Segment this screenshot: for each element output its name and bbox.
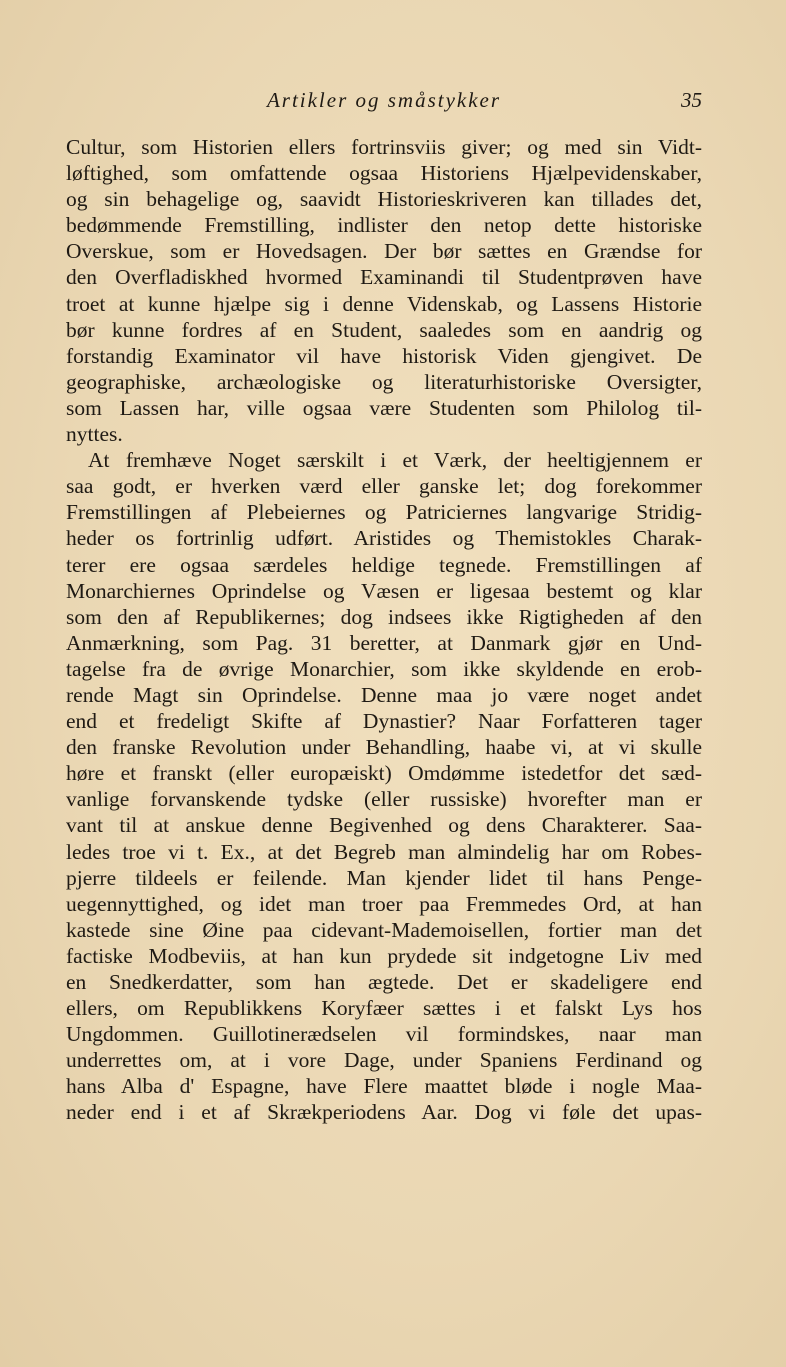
- text-line: saa godt, er hverken værd eller ganske let; dog forekommer: [66, 474, 702, 499]
- text-line: Ungdommen. Guillotinerædselen vil formindskes, naar man: [66, 1022, 702, 1047]
- text-line: terer ere ogsaa særdeles heldige tegnede. Fremstillingen af: [66, 552, 702, 577]
- text-line: som den af Republikernes; dog indsees ikke Rigtigheden af den: [66, 604, 702, 629]
- text-line: løftighed, som omfattende ogsaa Historiens Hjælpevidenskaber,: [66, 161, 702, 186]
- text-line: At fremhæve Noget særskilt i et Værk, der heeltigjennem er: [88, 448, 702, 473]
- running-title: Artikler og småstykker: [266, 88, 502, 112]
- text-line: høre et franskt (eller europæiskt) Omdømme istedetfor det sæd-: [66, 761, 702, 786]
- text-line: Overskue, som er Hovedsagen. Der bør sættes en Grændse for: [66, 239, 702, 264]
- text-line: heder os fortrinlig udført. Aristides og Themistokles Charak-: [66, 526, 702, 551]
- text-line: underrettes om, at i vore Dage, under Spaniens Ferdinand og: [66, 1048, 702, 1073]
- text-line: bedømmende Fremstilling, indlister den netop dette historiske: [66, 213, 702, 238]
- text-line: den Overfladiskhed hvormed Examinandi til Studentprøven have: [66, 265, 702, 290]
- text-line: Cultur, som Historien ellers fortrinsviis giver; og med sin Vidt-: [66, 135, 702, 159]
- text-line: kastede sine Øine paa cidevant-Mademoisellen, fortier man det: [66, 917, 702, 942]
- paragraph-1: [66, 134, 702, 447]
- text-line: ellers, om Republikkens Koryfæer sættes i et falskt Lys hos: [66, 996, 702, 1021]
- text-line: troet at kunne hjælpe sig i denne Videnskab, og Lassens Historie: [66, 291, 702, 316]
- page-header: [66, 88, 702, 118]
- text-line: nyttes.: [66, 422, 123, 447]
- text-line: en Snedkerdatter, som han ægtede. Det er skadeligere end: [66, 970, 702, 994]
- text-line: rende Magt sin Oprindelse. Denne maa jo være noget andet: [66, 682, 702, 707]
- text-line: end et fredeligt Skifte af Dynastier? Naar Forfatteren tager: [66, 709, 702, 734]
- text-line: factiske Modbeviis, at han kun prydede sit indgetogne Liv med: [66, 943, 702, 968]
- text-line: tagelse fra de øvrige Monarchier, som ikke skyldende en erob-: [66, 656, 702, 681]
- text-line: og sin behagelige og, saavidt Historieskriveren kan tillades det,: [66, 187, 702, 212]
- body-text: [66, 134, 702, 1126]
- text-line: vant til at anskue denne Begivenhed og dens Charakterer. Saa-: [66, 813, 702, 838]
- text-line: som Lassen har, ville ogsaa være Studenten som Philolog til-: [66, 395, 702, 420]
- text-line: bør kunne fordres af en Student, saaledes som en aandrig og: [66, 317, 702, 342]
- paragraph-2: [66, 447, 702, 1125]
- text-line: Monarchiernes Oprindelse og Væsen er ligesaa bestemt og klar: [66, 578, 702, 603]
- text-line: vanlige forvanskende tydske (eller russiske) hvorefter man er: [66, 787, 702, 812]
- text-line: Anmærkning, som Pag. 31 beretter, at Danmark gjør en Und-: [66, 630, 702, 655]
- text-line: ledes troe vi t. Ex., at det Begreb man almindelig har om Robes-: [66, 839, 702, 864]
- text-line: neder end i et af Skrækperiodens Aar. Dog vi føle det upas-: [66, 1100, 702, 1125]
- text-line: pjerre tildeels er feilende. Man kjender lidet til hans Penge-: [66, 865, 702, 890]
- text-line: den franske Revolution under Behandling, haabe vi, at vi skulle: [66, 735, 702, 760]
- text-line: uegennyttighed, og idet man troer paa Fremmedes Ord, at han: [66, 891, 702, 916]
- text-line: forstandig Examinator vil have historisk Viden gjengivet. De: [66, 343, 702, 368]
- text-line: hans Alba d' Espagne, have Flere maattet bløde i nogle Maa-: [66, 1074, 702, 1099]
- page-number: 35: [681, 88, 702, 112]
- text-line: geographiske, archæologiske og literaturhistoriske Oversigter,: [66, 369, 702, 394]
- text-line: Fremstillingen af Plebeiernes og Patriciernes langvarige Stridig-: [66, 500, 702, 525]
